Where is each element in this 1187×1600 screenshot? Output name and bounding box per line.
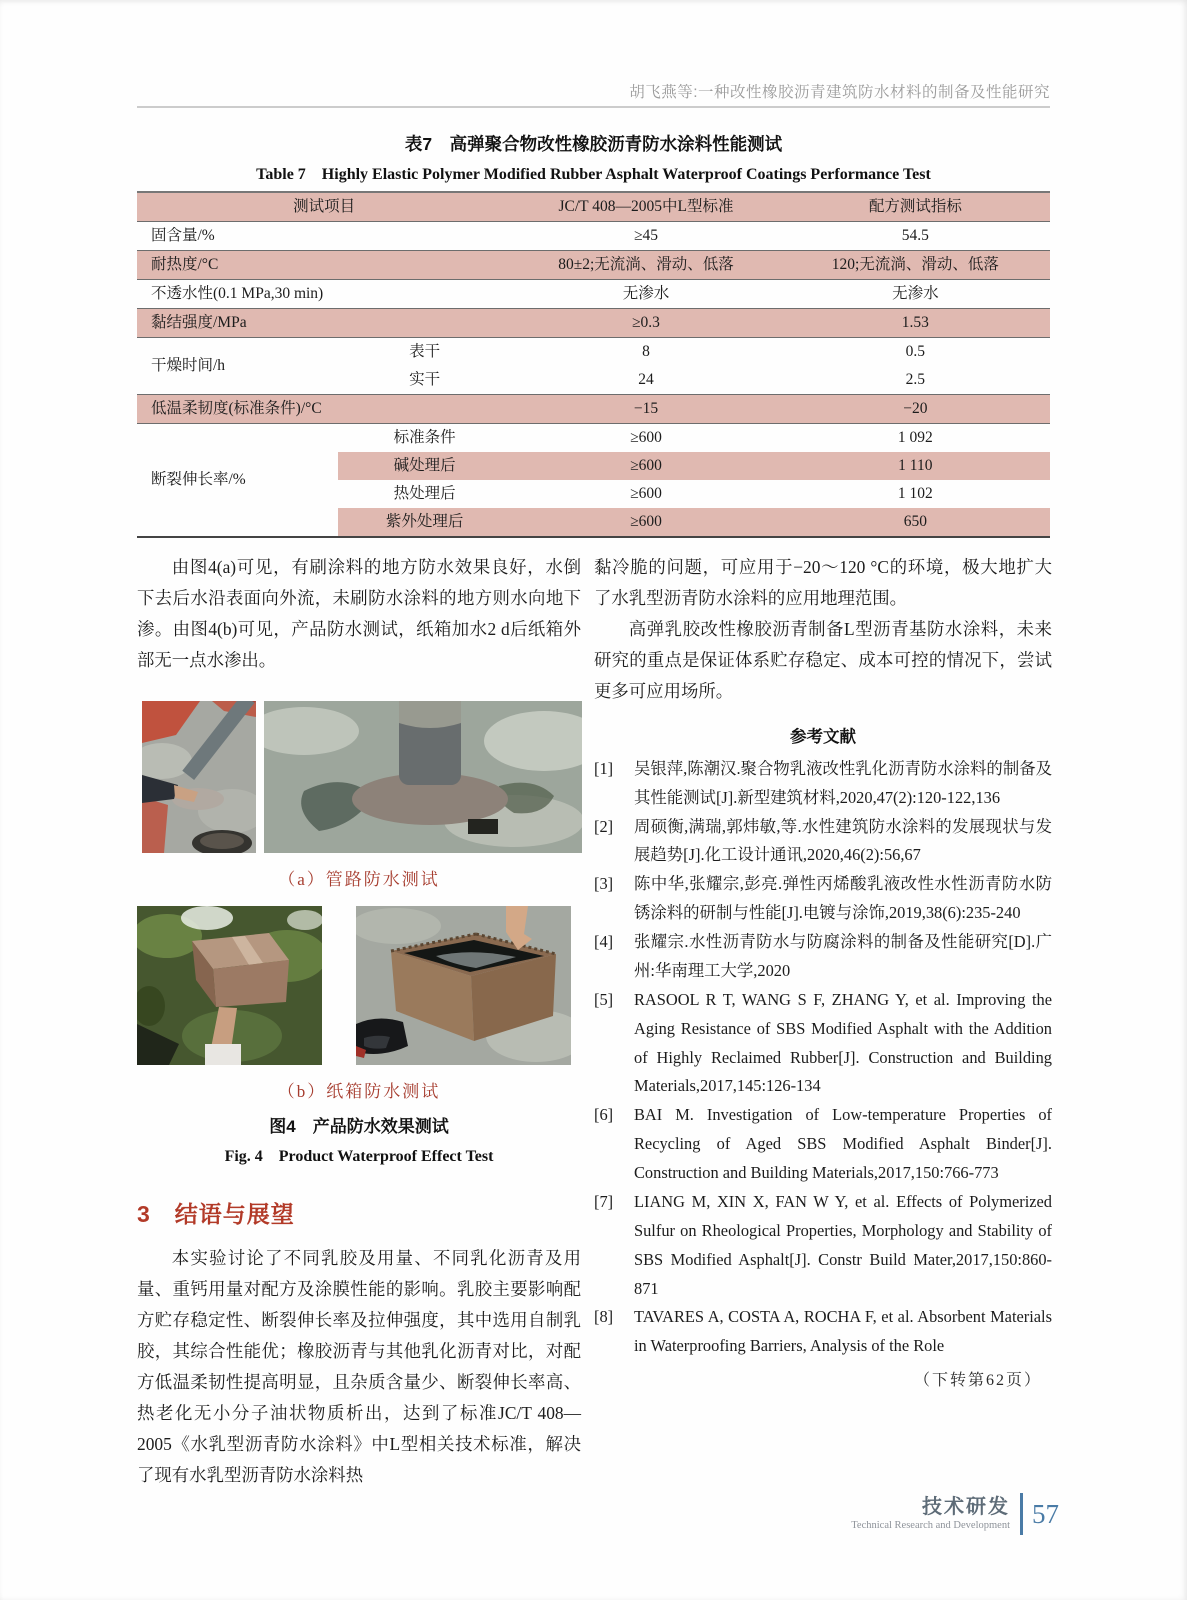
reference-item (594, 986, 1052, 1102)
cell-item: 不透水性(0.1 MPa,30 min) (137, 280, 511, 309)
table-row (137, 251, 1050, 280)
table-row (137, 222, 1050, 251)
cell-subitem: 表干 (338, 338, 511, 367)
figure4-caption-en: Fig. 4 Product Waterproof Effect Test (224, 1147, 494, 1165)
reference-text: TAVARES A, COSTA A, ROCHA F, et al. Absorbent Materials in Waterproofing Barriers, Analysis of the Role (634, 1307, 1052, 1356)
table-row (137, 280, 1050, 309)
cell-item: 黏结强度/MPa (137, 309, 511, 338)
cell-item: 断裂伸长率/% (137, 424, 338, 538)
cell-result: 1 110 (781, 452, 1050, 480)
paragraph: 本实验讨论了不同乳胶及用量、不同乳化沥青及用量、重钙用量对配方及涂膜性能的影响。乳胶主要影响配方贮存稳定性、断裂伸长率及拉伸强度，其中选用自制乳胶，其综合性能优；橡胶沥青与其他乳化沥青对比，对配方低温柔韧性提高明显，且杂质含量少、断裂伸长率高、热老化无小分子油状物质析出，达到了标准JC/T 408—2005《水乳型沥青防水涂料》中L型相关技术标准，解决了现有水乳型沥青防水涂料热 (137, 1247, 581, 1485)
cell-result: 650 (781, 508, 1050, 537)
figure4-caption-zh: 图4 产品防水效果测试 (269, 1116, 449, 1136)
cell-subitem: 紫外处理后 (338, 508, 511, 537)
cell-standard: ≥45 (511, 222, 780, 251)
cell-subitem: 热处理后 (393, 485, 456, 503)
cell-result: 0.5 (781, 338, 1050, 367)
cell-result: 1.53 (781, 309, 1050, 338)
cell-item: 低温柔韧度(标准条件)/°C (137, 395, 511, 424)
reference-item (594, 870, 1052, 928)
cell-item: 干燥时间/h (137, 338, 338, 395)
footer-section-en: Technical Research and Development (851, 1520, 1010, 1531)
cell-item: 耐热度/°C (137, 251, 511, 280)
continuation-note: （下转第62页） (913, 1372, 1042, 1390)
reference-number: [7] (594, 1191, 614, 1211)
cell-standard: ≥600 (511, 452, 780, 480)
cell-standard: 24 (638, 371, 654, 389)
figure4 (137, 701, 581, 1166)
header-rule (137, 106, 1050, 108)
reference-text: 张耀宗.水性沥青防水与防腐涂料的制备及性能研究[D].广州:华南理工大学,2020 (634, 932, 1052, 980)
reference-text: 吴银萍,陈潮汉.聚合物乳液改性乳化沥青防水涂料的制备及其性能测试[J].新型建筑材料,2020,47(2):120-122,136 (634, 758, 1052, 807)
cell-standard: 80±2;无流淌、滑动、低落 (511, 251, 780, 280)
reference-text: BAI M. Investigation of Low-temperature Properties of Recycling of Aged SBS Modified Asphalt Binder[J]. Construction and Building Materials,2017,150:766-773 (634, 1105, 1052, 1183)
col-header-standard: JC/T 408—2005中L型标准 (511, 192, 780, 222)
reference-text: 周硕衡,满瑞,郭炜敏,等.水性建筑防水涂料的发展现状与发展趋势[J].化工设计通讯,2020,46(2):56,67 (634, 816, 1052, 865)
photo-pipe-test-far (142, 701, 256, 853)
col-header-result: 配方测试指标 (781, 192, 1050, 222)
reference-number: [8] (594, 1307, 614, 1327)
cell-result: 无渗水 (781, 280, 1050, 309)
paragraph: 由图4(a)可见，有刷涂料的地方防水效果良好，水倒下去后水沿表面向外流，未刷防水涂料的地方则水向地下渗。由图4(b)可见，产品防水测试，纸箱加水2 d后纸箱外部无一点水渗出。 (137, 557, 581, 670)
reference-item (594, 1303, 1052, 1361)
cell-standard: ≥600 (511, 508, 780, 537)
reference-number: [1] (594, 758, 614, 778)
reference-item (594, 1101, 1052, 1188)
reference-number: [5] (594, 989, 614, 1009)
cell-result: 2.5 (905, 371, 926, 389)
table7-title-zh: 表7 高弹聚合物改性橡胶沥青防水涂料性能测试 (404, 134, 783, 154)
footer-divider (1020, 1493, 1023, 1535)
reference-number: [3] (594, 874, 614, 894)
reference-text: LIANG M, XIN X, FAN W Y, et al. Effects of Polymerized Sulfur on Rheological Properties, Morphology and Stability of SBS Modified Asphalt[J]. Constr Build Mater,2017,150:860-871 (634, 1191, 1052, 1298)
table7 (137, 191, 1050, 538)
cell-item: 固含量/% (137, 222, 511, 251)
cell-standard: ≥600 (511, 424, 780, 453)
figure4b-caption: （b）纸箱防水测试 (277, 1081, 441, 1101)
figure4a-photos (142, 701, 581, 853)
table-row (137, 424, 1050, 453)
cell-result: 1 092 (781, 424, 1050, 453)
footer-section (851, 1497, 1010, 1531)
page-footer (851, 1493, 1059, 1535)
photo-pipe-test-close (264, 701, 582, 853)
page-number: 57 (1032, 1498, 1059, 1529)
running-head: 胡飞燕等:一种改性橡胶沥青建筑防水材料的制备及性能研究 (629, 84, 1050, 101)
table7-block (137, 131, 1050, 538)
paragraph: 高弹乳胶改性橡胶沥青制备L型沥青基防水涂料，未来研究的重点是保证体系贮存稳定、成本可控的情况下，尝试更多可应用场所。 (594, 618, 1052, 701)
cell-result: 120;无流淌、滑动、低落 (781, 251, 1050, 280)
table7-title-en: Table 7 Highly Elastic Polymer Modified Rubber Asphalt Waterproof Coatings Performance Test (256, 166, 931, 183)
reference-item (594, 928, 1052, 986)
reference-text: RASOOL R T, WANG S F, ZHANG Y, et al. Improving the Aging Resistance of SBS Modified Asphalt with the Addition of Highly Reclaimed Rubber[J]. Construction and Building Materials,2017,145:126-134 (634, 989, 1052, 1096)
cell-result: 54.5 (781, 222, 1050, 251)
paragraph: 黏冷脆的问题，可应用于−20～120 °C的环境，极大地扩大了水乳型沥青防水涂料的应用地理范围。 (594, 557, 1052, 608)
cell-standard: ≥0.3 (511, 309, 780, 338)
figure4a-caption: （a）管路防水测试 (278, 869, 440, 889)
reference-number: [4] (594, 932, 614, 952)
right-column (594, 552, 1052, 1390)
table-row (137, 395, 1050, 424)
table-row (137, 309, 1050, 338)
reference-number: [2] (594, 816, 614, 836)
reference-item (594, 1188, 1052, 1304)
cell-standard: ≥600 (630, 485, 662, 503)
cell-subitem: 碱处理后 (338, 452, 511, 480)
cell-standard: 无渗水 (511, 280, 780, 309)
reference-item (594, 813, 1052, 871)
footer-section-zh: 技术研发 (922, 1496, 1010, 1518)
cell-result: −20 (781, 395, 1050, 424)
reference-text: 陈中华,张耀宗,彭亮.弹性丙烯酸乳液改性水性沥青防水防锈涂料的研制与性能[J].电镀与涂饰,2019,38(6):235-240 (634, 874, 1052, 923)
cell-subitem: 标准条件 (338, 424, 511, 453)
figure4b-photos (137, 906, 581, 1065)
table-row (137, 192, 1050, 222)
section3-heading: 3 结语与展望 (137, 1200, 295, 1227)
left-column (137, 552, 581, 1491)
photo-box-held-up (137, 906, 322, 1065)
reference-item (594, 755, 1052, 813)
references-heading: 参考文献 (790, 727, 856, 746)
cell-subitem: 实干 (409, 371, 441, 389)
photo-box-coated-inside (356, 906, 571, 1065)
col-header-item: 测试项目 (137, 192, 511, 222)
cell-result: 1 102 (897, 485, 933, 503)
reference-number: [6] (594, 1105, 614, 1125)
table-row (137, 338, 1050, 367)
cell-standard: 8 (511, 338, 780, 367)
cell-standard: −15 (511, 395, 780, 424)
